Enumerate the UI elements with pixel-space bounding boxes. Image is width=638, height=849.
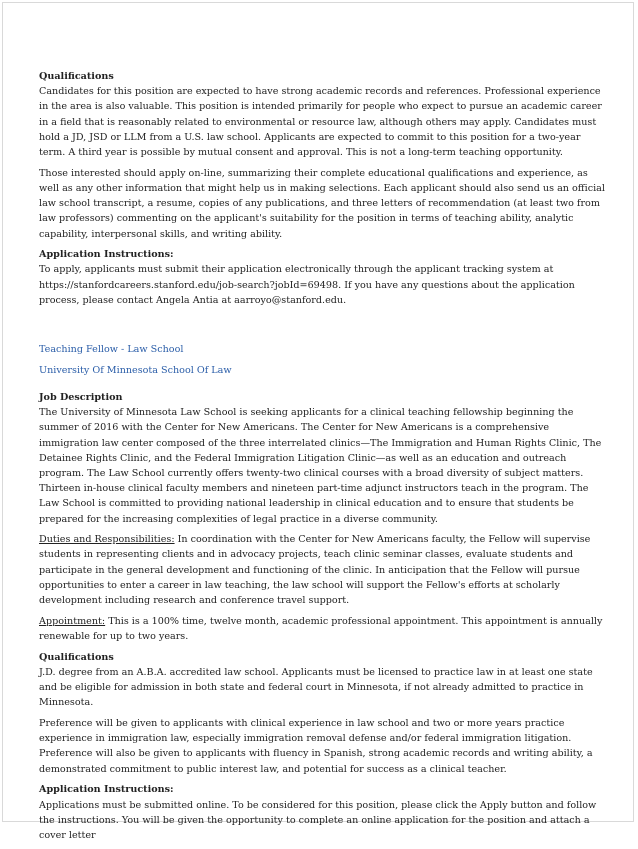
- apply-text: Those interested should apply on-line, summarizing their complete educational qualifications and experience, as well as any other information that might help us in making selections. Each applicant should also send us an official law school transcript, a resume, copies of any publications, and three letters of recommendation (at least two from law professors) commenting on the applicant's suitability for the position in terms of teaching ability, analytic capability, interpersonal skills, and writing ability.: [39, 167, 605, 240]
- job-title-link[interactable]: Teaching Fellow - Law School: [39, 343, 184, 355]
- qualifications-heading-2: Qualifications: [39, 651, 114, 663]
- qualifications-heading: Qualifications: [39, 71, 114, 82]
- application-instructions-text-2: Applications must be submitted online. To be considered for this position, please click the Apply button and follow the instructions. You will be given the opportunity to complete an online application for the position and attach a cover letter: [39, 799, 597, 841]
- document-content: [39, 69, 607, 849]
- duties-text: In coordination with the Center for New Americans faculty, the Fellow will supervise students in representing clients and in advocacy projects, teach clinic seminar classes, evaluate students and participate in the general development and functioning of the clinic. In anticipation that the Fellow will pursue opportunities to enter a career in law teaching, the law school will support the Fellow's efforts at scholarly development including research and conference travel support.: [39, 534, 591, 607]
- application-instructions-text: To apply, applicants must submit their application electronically through the applicant tracking system at https://stanfordcareers.stanford.edu/job-search?jobId=69498. If you have any questions about the application process, please contact Angela Antia at aarroyo@stanford.edu.: [39, 264, 575, 306]
- application-instructions-heading-2: Application Instructions:: [39, 784, 174, 796]
- job-description-heading: Job Description: [39, 391, 123, 403]
- document-page: [2, 2, 634, 841]
- appointment-text: This is a 100% time, twelve month, academic professional appointment. This appointment is annually renewable for up to two years.: [39, 615, 603, 642]
- duties-label: Duties and Responsibilities:: [39, 534, 175, 546]
- application-instructions-heading: Application Instructions:: [39, 249, 174, 261]
- preference-text: Preference will be given to applicants with clinical experience in law school and two or more years practice experience in immigration law, especially immigration removal defense and/or federal immigration litigation. Preference will also be given to applicants with fluency in Spanish, strong academic records and writing ability, a demonstrated commitment to public interest law, and potential for success as a clinical teacher.: [39, 718, 593, 775]
- qualifications-text-2: J.D. degree from an A.B.A. accredited law school. Applicants must be licensed to practice law in at least one state and be eligible for admission in both state and federal court in Minnesota, if not already admitted to practice in Minnesota.: [39, 666, 593, 709]
- job-description-text: The University of Minnesota Law School is seeking applicants for a clinical teaching fellowship beginning the summer of 2016 with the Center for New Americans. The Center for New Americans is a comprehensive immigration law center composed of the three interrelated clinics—The Immigration and Human Rights Clinic, The Detainee Rights Clinic, and the Federal Immigration Litigation Clinic—as well as an education and outreach program. The Law School currently offers twenty-two clinical courses with a broad diversity of subject matters. Thirteen in-house clinical faculty members and nineteen part-time adjunct instructors teach in the program. The Law School is committed to providing national leadership in clinical education and to ensure that students be prepared for the increasing complexities of legal practice in a diverse community.: [39, 407, 602, 525]
- employer-link[interactable]: University Of Minnesota School Of Law: [39, 364, 232, 376]
- qualifications-text: Candidates for this position are expected to have strong academic records and references. Professional experience in the area is also valuable. This position is intended primarily for people who expect to pursue an academic career in a field that is reasonably related to environmental or resource law, although others may apply. Candidates must hold a JD, JSD or LLM from a U.S. law school. Applicants are expected to commit to this position for a two-year term. A third year is possible by mutual consent and approval. This is not a long-term teaching opportunity.: [39, 86, 602, 159]
- appointment-paragraph: [39, 614, 607, 644]
- section-spacer: [39, 314, 607, 342]
- appointment-label: Appointment:: [39, 615, 106, 627]
- duties-paragraph: [39, 532, 607, 608]
